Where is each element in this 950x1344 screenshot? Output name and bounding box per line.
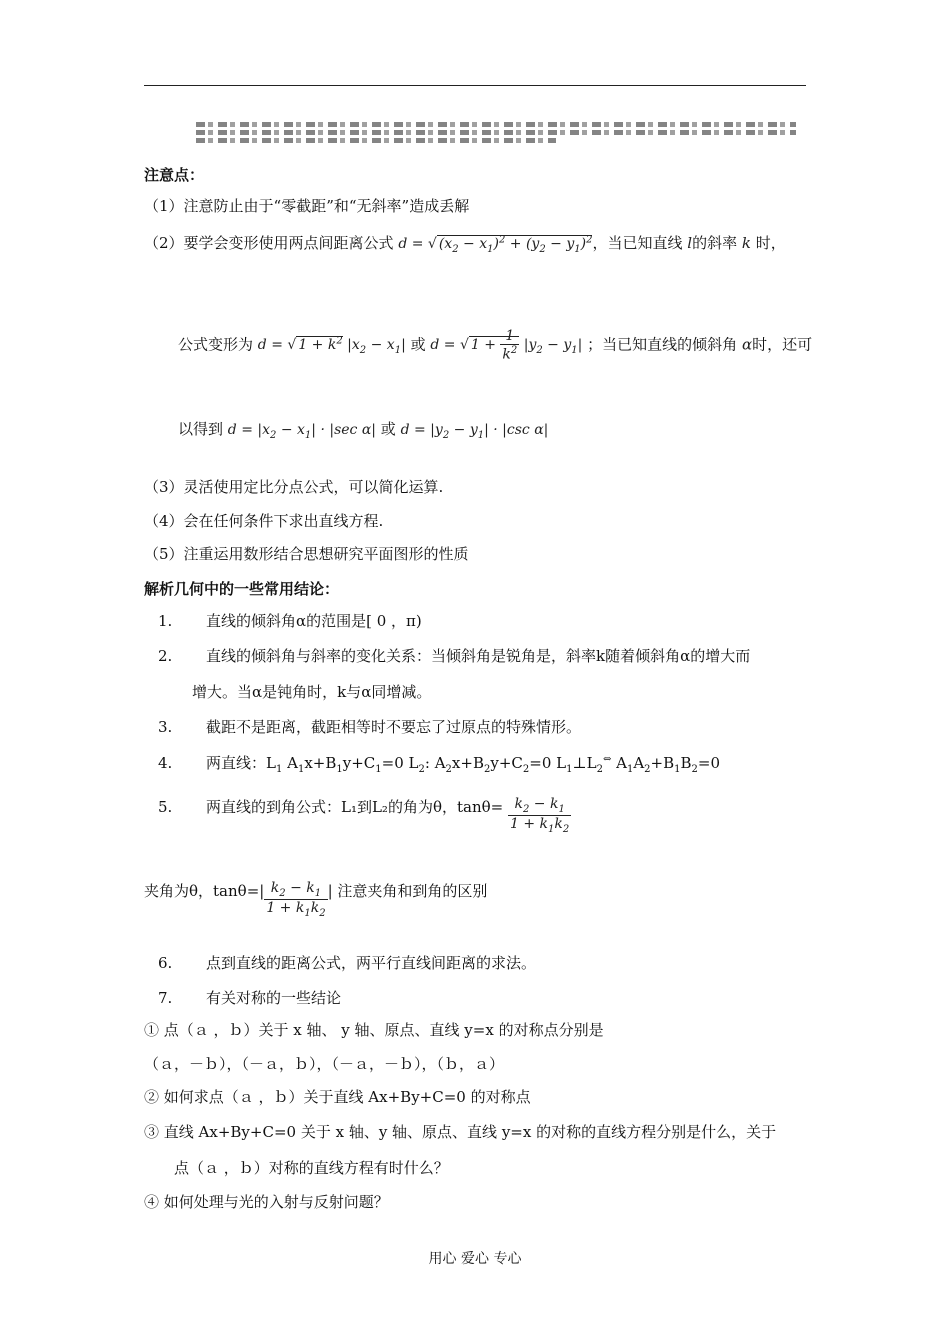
note-2-line2-suffix-a: ；当已知直线的倾斜角 <box>587 335 738 354</box>
note-2-prefix: （2）要学会变形使用两点间距离公式 <box>144 234 394 252</box>
formula-slope-y: d = √ 1 + $\frac{1}{k^2}$ $|y_2 - y_1|$ <box>430 328 583 363</box>
item-6-number: 6. <box>158 954 173 972</box>
note-2-line-2 <box>178 328 812 363</box>
symmetry-1: ① 点（ａ ，ｂ）关于 x 轴、 y 轴、原点、直线 y=x 的对称点分别是 <box>144 1021 604 1039</box>
item-1 <box>158 610 422 631</box>
note-5: （5）注重运用数形结合思想研究平面图形的性质 <box>144 545 469 563</box>
symmetry-3b: 点（ａ ，ｂ）对称的直线方程有时什么？ <box>174 1159 449 1177</box>
item-3-number: 3. <box>158 718 173 736</box>
slope-symbol: k <box>737 234 751 252</box>
note-2-suffix-a: ，当已知直线 <box>592 234 683 252</box>
note-2-suffix-c: 时， <box>750 234 786 252</box>
item-1-text: 直线的倾斜角α的范围是[ 0 ，π) <box>206 612 422 630</box>
item-6 <box>158 952 536 973</box>
note-2-line2-or: 或 <box>410 335 426 354</box>
note-2-line2-prefix: 公式变形为 <box>178 335 254 354</box>
symmetry-2: ② 如何求点（ａ ，ｂ）关于直线 Ax+By+C=0 的对称点 <box>144 1088 531 1106</box>
item-3 <box>158 716 581 737</box>
distance-formula: d = √ $(x_2 - x_1)^2 + (y_2 - y_1)^2$ <box>398 234 593 255</box>
formula-csc: $d = |y_2 - y_1| \cdot |\csc$ α| <box>400 422 549 441</box>
item-2-text-b: 增大。当α是钝角时，k与α同增减。 <box>192 683 432 701</box>
header-rule <box>144 85 806 86</box>
item-4 <box>158 752 720 775</box>
page-footer: 用心 爱心 专心 <box>428 1251 522 1267</box>
item-3-text: 截距不是距离，截距相等时不要忘了过原点的特殊情形。 <box>206 718 582 736</box>
item-4-formula: 两直线：$L_1$ $A_1x+B_1y+C_1=0$ $L_2$: $A_2x+B_2y+C_2=0$ $L_1\perp L_2^\Leftrightarrow$ $A_1A_2+B_1B_2=0$ <box>206 754 721 775</box>
item-7-number: 7. <box>158 989 173 1007</box>
to-angle-fraction: $\frac{k_2 - k_1}{1 + k_1k_2}$ <box>510 796 570 835</box>
note-2-line3-prefix: 以得到 <box>178 420 224 438</box>
item-2-number: 2. <box>158 647 173 665</box>
included-angle-note: | 注意夹角和到角的区别 <box>327 882 488 900</box>
note-2-line3-or: 或 <box>380 420 396 438</box>
item-7-text: 有关对称的一些结论 <box>206 989 342 1007</box>
formula-sec: $d = |x_2 - x_1| \cdot |\sec$ α| <box>227 422 377 441</box>
note-3: （3）灵活使用定比分点公式，可以简化运算. <box>144 478 444 496</box>
item-5-number: 5. <box>158 798 173 816</box>
formula-slope-x: d = √ $1 + k^2$ $|x_2 - x_1|$ <box>257 335 406 357</box>
symmetry-4: ④ 如何处理与光的入射与反射问题？ <box>144 1193 389 1211</box>
note-2-line-3 <box>178 418 548 441</box>
included-angle-text: 夹角为θ，tanθ=| <box>144 882 265 900</box>
item-2 <box>158 645 750 666</box>
note-1: （1）注意防止由于“零截距”和“无斜率”造成丢解 <box>144 197 470 215</box>
notes-title: 注意点： <box>144 166 205 184</box>
included-angle-line <box>144 880 487 919</box>
line-symbol: l <box>682 234 693 252</box>
symmetry-3a: ③ 直线 Ax+By+C=0 关于 x 轴、y 轴、原点、直线 y=x 的对称的直线方程分别是什么，关于 <box>144 1123 777 1141</box>
note-4: （4）会在任何条件下求出直线方程. <box>144 512 384 530</box>
garbled-header-note <box>196 122 796 148</box>
note-2-line2-suffix-b: 时，还可 <box>752 335 813 354</box>
note-2-line-1 <box>144 232 786 255</box>
item-2-text-a: 直线的倾斜角与斜率的变化关系：当倾斜角是锐角是，斜率k随着倾斜角α的增大而 <box>206 647 751 665</box>
item-5-text: 两直线的到角公式：L₁到L₂的角为θ，tanθ= <box>206 798 504 816</box>
item-6-text: 点到直线的距离公式，两平行直线间距离的求法。 <box>206 954 537 972</box>
item-1-number: 1. <box>158 612 173 630</box>
included-angle-fraction: $\frac{k_2 - k_1}{1 + k_1k_2}$ <box>266 880 326 919</box>
item-5 <box>158 796 571 835</box>
item-4-number: 4. <box>158 754 173 772</box>
conclusions-title: 解析几何中的一些常用结论： <box>144 580 340 598</box>
alpha-symbol: α <box>737 335 753 354</box>
item-7 <box>158 987 341 1008</box>
symmetry-1-values: （ａ，－ｂ），（－ａ，ｂ），（－ａ，－ｂ），（ｂ，ａ） <box>144 1055 505 1073</box>
note-2-suffix-b: 的斜率 <box>692 234 738 252</box>
